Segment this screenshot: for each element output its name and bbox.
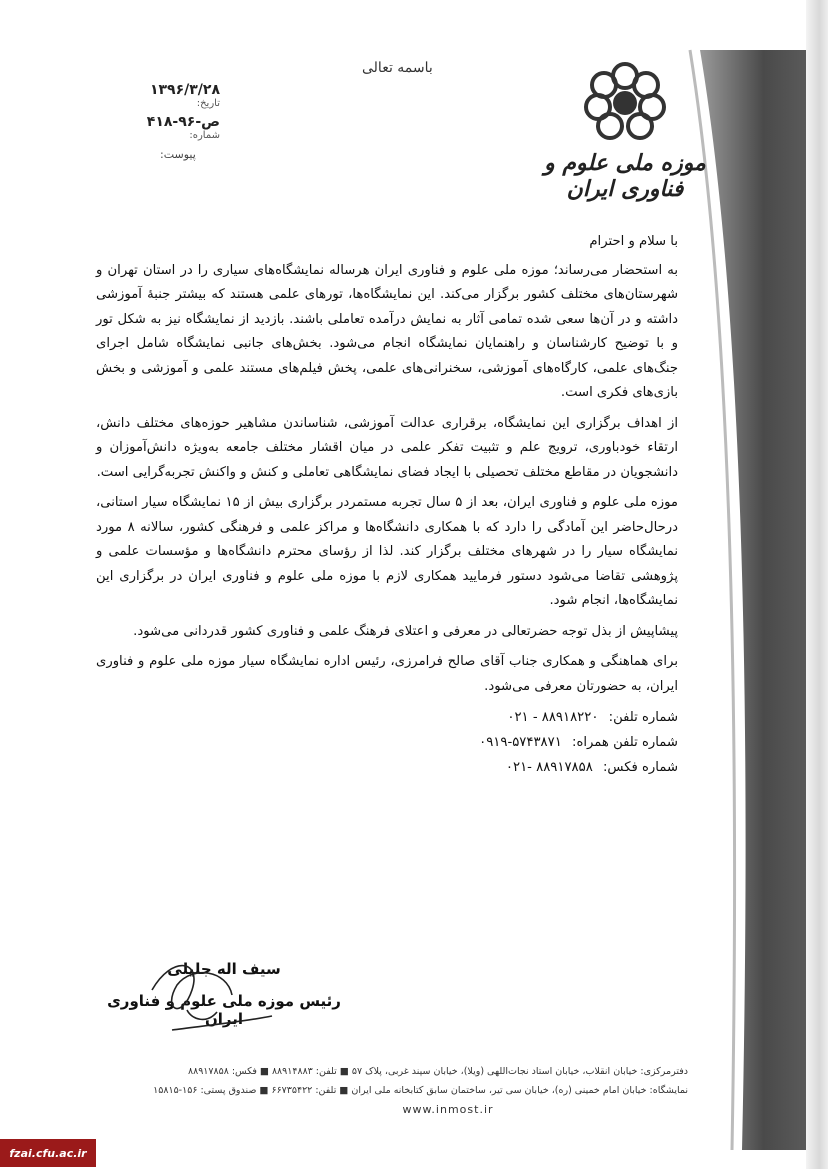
museum-logo-icon	[580, 58, 670, 148]
contact-list	[96, 705, 678, 780]
footer-address-exhibition: نمایشگاه: خیابان امام خمینی (ره)، خیابان سی تیر، ساختمان سابق کتابخانه ملی ایران ■ تلفن: ۶۶۷۳۵۴۲۲ ■ صندوق پستی: ۱۵۶-۱۵۸۱۵	[153, 1085, 688, 1096]
footer-website: www.inmost.ir	[402, 1103, 494, 1116]
signatory-title: رئیس موزه ملی علوم و فناوری ایران	[107, 992, 341, 1028]
paragraph: به استحضار می‌رساند؛ موزه ملی علوم و فناوری ایران هرساله نمایشگاه‌های سیاری را در استان تهران و شهرستان‌های مختلف کشور برگزار می‌کند. این نمایشگاه‌ها، تورهای علمی هستند که بیشتر جنبهٔ آموزشی داشته و در آن‌ها سعی شده تمامی آثار به نمایش درآمده تعاملی باشند. بازدید از نمایشگاه نیز به شکل تور و با توضیح کارشناسان و راهنمایان نمایشگاه انجام می‌شود. بخش‌های جانبی نمایشگاه شامل اجرای جنگ‌های علمی، کارگاه‌های آموزشی، سخنرانی‌های علمی، پخش فیلم‌های مستند علمی و آموزشی و بخش بازی‌های فکری است.	[96, 262, 678, 400]
letter-footer	[48, 1062, 688, 1119]
date-row	[110, 82, 220, 110]
scan-edge	[806, 0, 828, 1169]
number-row	[110, 114, 220, 142]
contact-label: شماره تلفن:	[608, 710, 678, 725]
reference-block	[110, 82, 220, 141]
letter-body	[96, 230, 678, 780]
footer-address-office: دفترمرکزی: خیابان انقلاب، خیابان استاد نجات‌اللهی (ویلا)، خیابان سپند غربی، پلاک ۵۷ ■ تلفن: ۸۸۹۱۴۸۸۳ ■ فکس: ۸۸۹۱۷۸۵۸	[187, 1066, 688, 1077]
contact-fax	[96, 755, 678, 780]
paragraph: موزه ملی علوم و فناوری ایران، بعد از ۵ سال تجربه مستمردر برگزاری بیش از ۱۵ نمایشگاه سیار استانی، درحال‌حاضر این آمادگی را دارد که با همکاری دانشگاه‌ها و مراکز علمی و فرهنگی کشور، سالانه ۸ مورد نمایشگاه سیار را در شهرهای مختلف برگزار کند. لذا از رؤسای محترم دانشگاه‌ها و مؤسسات علمی و پژوهشی تقاضا می‌شود دستور فرمایید همکاری لازم با موزه ملی علوم و فناوری ایران در برگزاری این نمایشگاه‌ها، انجام شود.	[96, 495, 678, 608]
contact-mobile	[96, 730, 678, 755]
paragraph: برای هماهنگی و همکاری جناب آقای صالح فرامرزی، رئیس اداره نمایشگاه سیار موزه ملی علوم و فناوری ایران، به حضورتان معرفی می‌شود.	[96, 654, 678, 694]
contact-value: ۰۲۱ - ۸۸۹۱۸۲۲۰	[507, 710, 599, 725]
contact-value: ۰۲۱- ۸۸۹۱۷۸۵۸	[505, 760, 593, 775]
number-value: ۴۱۸-۹۶-ص	[146, 113, 220, 130]
date-value: ۱۳۹۶/۳/۲۸	[149, 82, 220, 98]
signature-block	[104, 960, 344, 1028]
contact-label: شماره تلفن همراه:	[572, 735, 678, 750]
date-label: تاریخ:	[196, 98, 220, 110]
number-label: شماره:	[189, 129, 220, 141]
paragraph: از اهداف برگزاری این نمایشگاه، برقراری عدالت آموزشی، شناساندن مشاهیر حوزه‌های مختلف دانش، ارتقاء خودباوری، ترویج علم و تثبیت تفکر علمی در میان اقشار مختلف جامعه به‌ویژه دانش‌آموزان و دانشجویان در مقاطع مختلف تحصیلی با ایجاد فضای نمایشگاهی تعاملی و کنش و واکنش تجربه‌گرایی است.	[96, 415, 678, 480]
museum-name: موزه ملی علوم و فناوری ایران	[544, 150, 706, 202]
contact-value: ۰۹۱۹-۵۷۴۳۸۷۱	[479, 735, 562, 750]
attachment-label: پیوست:	[160, 148, 196, 161]
signatory-name: سیف اله جلیلی	[167, 960, 281, 978]
contact-phone	[96, 705, 678, 730]
contact-label: شماره فکس:	[602, 760, 678, 775]
besmeh-heading: باسمه تعالی	[362, 60, 433, 76]
signature-scribble	[132, 950, 282, 1040]
letterhead	[540, 58, 710, 202]
salutation: با سلام و احترام	[589, 234, 678, 249]
paragraph: پیشاپیش از بذل توجه حضرتعالی در معرفی و اعتلای فرهنگ علمی و فناوری کشور قدردانی می‌شود.	[133, 623, 678, 639]
watermark-badge: fzai.cfu.ac.ir	[0, 1139, 96, 1167]
